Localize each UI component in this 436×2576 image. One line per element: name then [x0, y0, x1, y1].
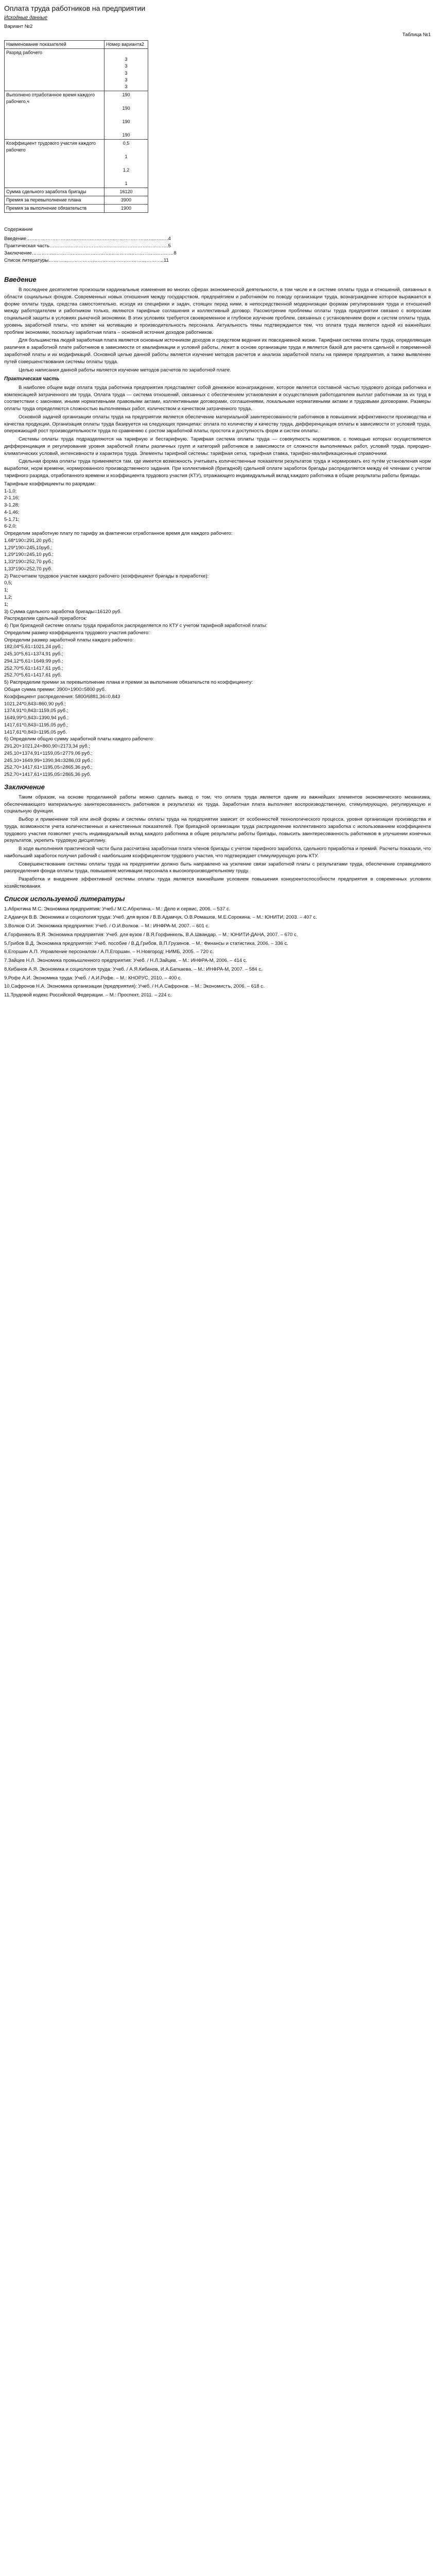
table-value: 1,2 — [123, 167, 130, 173]
calculation-line: 1,29*190=245,10руб.; — [4, 545, 53, 551]
calculation-line: 252,70+1417,61+1195,05=2865,36 руб. — [4, 772, 91, 778]
calculation-line: 1-1,0; — [4, 488, 17, 494]
paragraph: Совершенствование системы оплаты труда на предприятии должно быть направлено на усиление связи заработной платы с результатами труда, обеспечение справедливого распределения фонда оплаты труда, повышение мотивации персонала к высокопроизводительному труду. — [4, 861, 431, 874]
table-label: Таблица №1 — [402, 31, 431, 38]
calculation-line: 245,10+1374,91+1159,05=2779,06 руб.; — [4, 750, 93, 756]
table-value — [106, 160, 146, 167]
paragraph: В последнее десятилетие произошли кардинальные изменения во многих сферах экономической деятельности, в том числе и в системе оплаты труда и отношений, связанных в области социальных фондов. Современных новых отношения между государством, предприятием и работником по поводу организации труда, вознаграждение которое выражается в форме оплаты труда, средства самостоятельно, исходя из специфики и задач, стоящих перед ними, в непосредственной модернизации формам регулирования труда и отношений между работодателем и работником только, являются тарифные соглашения и коллективный договор. Рассмотрение проблемы оплаты труда предприятии связано с вопросами социальной защиты в условиях рыночной экономики. В этих условиях требуется своевременное и глубокое изучение проблем, связанных с установлением форм и систем оплаты труда, уровень заработной платы, что влияет на мотивацию и производительность персонала. Актуальность темы подтверждается тем, что оплата труда является одной из важнейших проблем экономики, поскольку заработная плата – основной источник доходов работников. — [4, 287, 431, 335]
practical-body — [4, 384, 431, 480]
calculation-line: 1417,61*0,843=1195,05 руб. — [4, 729, 67, 735]
table-cell-values — [104, 91, 148, 139]
calculation-line: Определим заработную плату по тарифу за фактически отработанное время для каждого рабочего: — [4, 531, 233, 537]
calculation-line: Распределим сдельный приработок: — [4, 616, 88, 622]
reference-item: 1.Абрютина М.С. Экономика предприятия: Учеб./ М.С.Абрютина.– М.: Дело и сервис, 2006. – 537 с. — [4, 906, 231, 912]
references-heading: Список используемой литературы — [4, 894, 125, 903]
calculation-line: 1374,91*0,843=1159,05 руб.; — [4, 708, 68, 714]
table-cell-values — [104, 41, 148, 49]
table-row — [5, 188, 148, 196]
table-value: 1 — [125, 154, 128, 160]
source-data-table — [4, 40, 148, 213]
calculation-line: Общая сумма премии: 3900+1900=5800 руб. — [4, 686, 106, 692]
table-cell-label: Наименование показателей — [5, 41, 104, 49]
document-subtitle: Исходные данные — [4, 15, 48, 21]
reference-item: 11.Трудовой кодекс Российской Федерации. – М.: Проспект, 2011. – 224 с. — [4, 992, 172, 998]
conclusion-body — [4, 794, 431, 890]
paragraph: Основной задачей организации оплаты труда на предприятии является обеспечение материальной заинтересованности работников в повышении эффективности производства и качества продукции. Организация оплаты труда базируется на следующих принципах: оплата по количеству и качеству труда, дифференциация оплаты в зависимости от условий труда, опережающий рост производительности труда по сравнению с ростом заработной платы, простота и доступность форм и систем оплаты. — [4, 414, 431, 434]
table-value: 2 — [141, 42, 144, 47]
table-value: 3 — [125, 77, 128, 82]
references-list — [4, 906, 431, 999]
calculation-line: 1; — [4, 601, 8, 607]
table-row — [5, 91, 148, 139]
reference-item: 5.Грибов В.Д. Экономика предприятия: Учеб. пособие / В.Д.Грибов, В.П.Грузинов. – М.: Финансы и статистика, 2006. – 336 с. — [4, 940, 288, 946]
calculation-line: 3) Сумма сдельного заработка бригады=16120 руб. — [4, 608, 122, 615]
calculation-line: 2) Рассчитаем трудовое участие каждого рабочего (коэффициент бригады в приработке): — [4, 573, 209, 579]
table-value — [106, 112, 146, 118]
calculation-line: 2-1,16; — [4, 495, 20, 501]
toc-heading: Содержание — [4, 227, 33, 233]
calculation-line: 1649,99*0,843=1390,94 руб.; — [4, 715, 69, 721]
table-value — [106, 49, 146, 56]
table-value: 3 — [125, 83, 128, 89]
table-cell-values — [104, 49, 148, 91]
toc-item: Введение……………………………………………………………………………4 — [4, 236, 171, 242]
reference-item: 10.Сафронов Н.А. Экономика организации (предприятия): Учеб. / Н.А.Сафронов. – М.: Экономистъ, 2006. – 618 с. — [4, 984, 265, 990]
document-title: Оплата труда работников на предприятии — [4, 4, 146, 12]
calculation-line: 252,70+1417,61+1195,05=2865,36 руб.; — [4, 765, 93, 771]
calculation-line: 5) Распределим премии за перевыполнение плана и премии за выполнение обязательств по коэффициенту: — [4, 680, 253, 686]
table-value: 1 — [125, 181, 128, 187]
table-cell-label: Выполнено отработанное время каждого рабочего,ч — [5, 91, 104, 139]
table-cell-label: Премия за перевыполнение плана — [5, 196, 104, 205]
reference-item: 2.Адамчук В.В. Экономика и социология труда: Учеб. для вузов / В.В.Адамчук, О.В.Ромашов, М.Е.Сорокина. – М.: ЮНИТИ, 2003. – 407 с. — [4, 914, 317, 921]
paragraph: Выбор и применение той или иной формы и системы оплаты труда на предприятии зависит от особенностей технологического процесса, уровня организации производства и труда, возможности учета количественных и качественных показателей. При бригадной организации труда распределение коллективного заработка с использованием коэффициента трудового участия позволяет учесть индивидуальный вклад каждого работника в общие результаты работы бригады, повысить заинтересованность работников в улучшении конечных результатов, укрепить трудовую дисциплину. — [4, 817, 431, 844]
reference-item: 7.Зайцев Н.Л. Экономика промышленного предприятия: Учеб. / Н.Л.Зайцев. – М.: ИНФРА-М, 2006. – 414 с. — [4, 958, 248, 964]
table-value: 3 — [125, 70, 128, 76]
table-of-contents — [4, 226, 431, 264]
variant-label: Вариант №2 — [4, 23, 33, 29]
table-cell-label: Сумма сдельного заработка бригады — [5, 188, 104, 196]
calculation-line: 1,2; — [4, 595, 12, 601]
paragraph: Для большинства людей заработная плата является основным источником доходов и средством ведения их повседневной жизни. Тарифная система оплаты труда, определяющая различия в заработной плате работников в зависимости от квалификации и условий работы, лежит в основе организации труда и является базой для расчета сдельной и повременной заработной платы и их модификаций. Основной целью данной работы является изучение методов расчетов и анализа заработной платы на примере предприятия, а также выявление путей совершенствования системы оплаты труда. — [4, 337, 431, 365]
table-row — [5, 205, 148, 213]
table-value — [106, 174, 146, 180]
reference-item: 9.Рофе А.И. Экономика труда: Учеб. / А.И.Рофе. – М.: КНОРУС, 2010. – 400 с. — [4, 975, 182, 981]
calculation-line: 6-2,0; — [4, 523, 17, 530]
toc-item: Заключение……………………………………………………………………………8 — [4, 250, 177, 256]
calculation-line: 182,04*5,61=1021,24 руб.; — [4, 644, 63, 650]
table-row — [5, 139, 148, 188]
paragraph: Разработка и внедрение эффективной системы оплаты труда является важнейшим условием повышения конкурентоспособности предприятия в современных условиях хозяйствования. — [4, 876, 431, 889]
table-value: 1900 — [121, 206, 132, 211]
table-value: 190 — [122, 132, 130, 138]
paragraph: В наиболее общем виде оплата труда работника предприятия представляет собой денежное вознаграждение, которое является составной частью трудового дохода работника и компенсацией затраченного им труда. Оплата труда — система отношений, связанных с обеспечением установления и осуществления работодателем выплат работникам за их труд в соответствии с законами, иными нормативными правовыми актами, коллективными договорами, соглашениями, локальными нормативными актами и трудовыми договорами. Размеры оплаты труда определяются сложностью выполняемых работ, количеством и качеством затраченного труда. — [4, 384, 431, 412]
reference-item: 3.Волков О.И. Экономика предприятия: Учеб. / О.И.Волков. – М.: ИНФРА-М, 2007. – 601 с. — [4, 923, 210, 929]
calculation-line: Тарифные коэффициенты по разрядам: — [4, 481, 96, 487]
calculation-line: 5-1,71; — [4, 516, 20, 522]
intro-heading: Введение — [4, 276, 37, 284]
table-cell-label: Разряд рабочего — [5, 49, 104, 91]
calculation-line: 1,29*190=245,10 руб.; — [4, 552, 54, 558]
paragraph: В ходе выполнения практической части была рассчитана заработная плата членов бригады с учетом тарифного заработка, сдельного приработка и премий. Расчеты показали, что наибольший заработок получил рабочий с наибольшим коэффициентом трудового участия, что подтверждает стимулирующую роль КТУ. — [4, 846, 431, 859]
calculation-line: 6) Определим общую сумму заработной платы каждого рабочего: — [4, 736, 154, 742]
calculation-line: 245,10*5,61=1374,91 руб.; — [4, 651, 63, 657]
table-value: 16120 — [119, 189, 133, 195]
paragraph: Таким образом, на основе проделанной работы можно сделать вывод о том, что оплата труда является одним из важнейших элементов экономического механизма, обеспечивающего материальную заинтересованность работников в результатах их труда. Заработная плата выполняет воспроизводственную, стимулирующую, регулирующую и социальную функции. — [4, 794, 431, 815]
paragraph: Целью написания данной работы является изучение методов расчетов по заработной плате. — [19, 367, 231, 373]
table-value: 190 — [122, 92, 130, 97]
calculation-line: 1,33*190=252,70 руб.; — [4, 559, 54, 565]
table-cell-label: Коэффициент трудового участия каждого рабочего — [5, 139, 104, 188]
table-cell-values — [104, 205, 148, 213]
table-value — [106, 147, 146, 154]
calculation-line: 252,70*5,61=1417,61 руб. — [4, 672, 62, 679]
intro-body — [4, 286, 431, 374]
calculation-line: 1021,24*0,843=860,90 руб.; — [4, 701, 66, 707]
table-value — [106, 98, 146, 105]
reference-item: 6.Егоршин А.П. Управление персоналом / А.П.Егоршин. – Н.Новгород: НИМБ, 2005. – 720 с. — [4, 949, 214, 955]
table-value: 3 — [125, 63, 128, 69]
calculation-line: Определим размер коэффициента трудового участия рабочего: — [4, 630, 150, 636]
calculation-line: Определим размер заработной платы каждого рабочего: — [4, 637, 134, 643]
table-row — [5, 49, 148, 91]
calculation-line: 291,20+1021,24+860,90=2173,34 руб.; — [4, 743, 90, 750]
paragraph: Системы оплаты труда подразделяются на тарифную и бестарифную. Тарифная система оплаты труда — совокупность нормативов, с помощью которых осуществляется дифференциация и регулирование уровня заработной платы различных групп и категорий работников в зависимости от сложности выполняемых работ, условий труда, природно-климатических условий, интенсивности и характера труда. Элементы тарифной системы: тарифная сетка, тарифная ставка, тарифно-квалификационные справочники. — [4, 436, 431, 456]
calculation-line: 3-1,28; — [4, 502, 20, 509]
reference-item: 8.Кибанов А.Я. Экономика и социология труда: Учеб. / А.Я.Кибанов, И.А.Баткаева. – М.: ИНФРА-М, 2007. – 584 с. — [4, 966, 263, 972]
reference-item: 4.Горфинкель В.Я. Экономика предприятия: Учеб. для вузов / В.Я.Горфинкель, В.А.Швандар. – М.: ЮНИТИ-ДАНА, 2007. – 670 с. — [4, 931, 298, 938]
conclusion-heading: Заключение — [4, 783, 45, 791]
calculation-line: 0,5; — [4, 580, 12, 586]
calculation-line: 245,10+1649,99+1390,94=3286,03 руб.; — [4, 757, 93, 764]
calculation-line: 294,12*5,61=1649,99 руб.; — [4, 658, 63, 664]
calculation-line: 252,70*5,61=1417,61 руб.; — [4, 665, 63, 671]
table-cell-values — [104, 139, 148, 188]
paragraph: Сдельная форма оплаты труда применяется там, где имеется возможность учитывать количественные показатели результатов труда и нормировать его путём установления норм выработки, норм времени, нормированного производственного задания. При коллективной (бригадной) сдельной оплате заработок бригады распределяется между её членами с учетом тарифного разряда, отработанного времени и коэффициента трудового участия (КТУ), отражающего индивидуальный вклад каждого работника в общие результаты работы бригады. — [4, 459, 431, 479]
calculation-line: 1; — [4, 587, 8, 594]
calculation-line: 4) При бригадной системе оплаты труда приработок распределяется по КТУ с учетом тарифной заработной платы: — [4, 623, 268, 629]
table-value: Номер варианта — [106, 42, 142, 47]
table-value: 0,5 — [123, 140, 130, 146]
table-value: 3 — [125, 57, 128, 62]
calculation-line: 4-1,46; — [4, 509, 20, 515]
practical-heading: Практическая часть — [4, 376, 60, 382]
calculation-line: 1,33*190=252,70 руб. — [4, 566, 53, 572]
calculation-line: 1.68*190=291,20 руб.; — [4, 537, 54, 544]
table-row — [5, 41, 148, 49]
table-cell-label: Премия за выполнение обязательств — [5, 205, 104, 213]
calculation-lines — [4, 481, 431, 778]
table-row — [5, 196, 148, 205]
toc-item: Список литературы……………………………………………………………..11 — [4, 257, 169, 263]
calculation-line: 1417,61*0,843=1195,05 руб.; — [4, 722, 68, 728]
table-cell-values — [104, 188, 148, 196]
table-value: 3900 — [121, 197, 132, 203]
table-value — [106, 125, 146, 132]
calculation-line: Коэффициент распределения: 5800/6881,36=0,843 — [4, 693, 120, 700]
table-cell-values — [104, 196, 148, 205]
toc-item: Практическая часть……………………………………………………………….5 — [4, 243, 171, 249]
table-value: 190 — [122, 105, 130, 111]
table-value: 190 — [122, 118, 130, 124]
